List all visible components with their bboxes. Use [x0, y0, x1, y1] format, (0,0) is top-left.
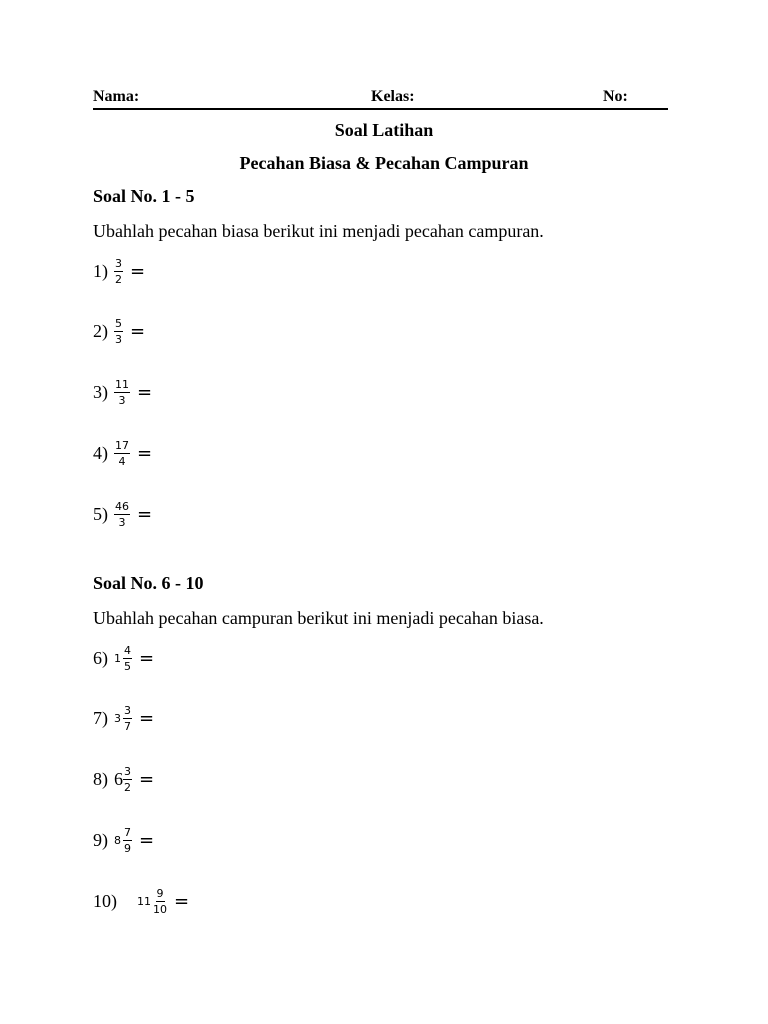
- denominator: 4: [118, 454, 126, 468]
- equals-sign: =: [130, 260, 146, 282]
- denominator: 3: [118, 515, 126, 529]
- denominator: 3: [115, 332, 122, 346]
- equals-sign: =: [139, 829, 155, 851]
- section-2-heading: Soal No. 6 - 10: [93, 573, 204, 593]
- question-10: [93, 884, 189, 918]
- numerator: 7: [124, 825, 131, 839]
- denominator: 5: [124, 659, 131, 673]
- page-subtitle: Pecahan Biasa & Pecahan Campuran: [239, 153, 529, 173]
- section-1-heading: Soal No. 1 - 5: [93, 186, 195, 206]
- equals-sign: =: [130, 320, 146, 342]
- section-1-instruction: Ubahlah pecahan biasa berikut ini menjadi pecahan campuran.: [93, 221, 544, 241]
- question-8: [93, 762, 154, 796]
- numerator: 3: [115, 256, 122, 270]
- question-number: 7): [93, 707, 108, 728]
- fraction: [123, 644, 132, 673]
- numerator: 9: [156, 886, 164, 900]
- equals-sign: =: [139, 707, 155, 729]
- denominator: 7: [124, 719, 131, 733]
- equals-sign: =: [139, 768, 155, 790]
- question-number: 9): [93, 829, 108, 850]
- numerator: 11: [115, 377, 129, 391]
- whole-number: 8: [114, 833, 121, 847]
- question-number: 10): [93, 890, 117, 911]
- question-number: 2): [93, 320, 108, 341]
- question-number: 6): [93, 647, 108, 668]
- fraction: [123, 826, 132, 855]
- question-2: [93, 314, 145, 348]
- denominator: 10: [153, 902, 167, 916]
- student-info-header: [93, 86, 668, 110]
- denominator: 2: [124, 780, 131, 794]
- question-4: [93, 436, 152, 470]
- fraction: [123, 765, 132, 794]
- whole-number: 1: [114, 651, 121, 665]
- equals-sign: =: [137, 381, 153, 403]
- equals-sign: =: [137, 503, 153, 525]
- equals-sign: =: [137, 442, 153, 464]
- equals-sign: =: [174, 890, 190, 912]
- denominator: 2: [115, 272, 122, 286]
- question-6: [93, 641, 154, 675]
- question-5: [93, 497, 152, 531]
- question-3: [93, 375, 152, 409]
- numerator: 5: [115, 316, 122, 330]
- numerator: 46: [115, 499, 129, 513]
- fraction: [123, 704, 132, 733]
- fraction: [114, 257, 123, 286]
- whole-number: 6: [114, 768, 123, 789]
- equals-sign: =: [139, 647, 155, 669]
- question-9: [93, 823, 154, 857]
- whole-number: 3: [114, 711, 121, 725]
- section-2-instruction: Ubahlah pecahan campuran berikut ini menjadi pecahan biasa.: [93, 608, 544, 628]
- numerator: 3: [124, 703, 131, 717]
- question-number: 3): [93, 381, 108, 402]
- whole-number: 11: [137, 894, 151, 908]
- fraction: [114, 317, 123, 346]
- page-title: Soal Latihan: [334, 120, 434, 140]
- numerator: 17: [115, 438, 129, 452]
- question-1: [93, 254, 145, 288]
- fraction: [114, 378, 130, 407]
- question-number: 8): [93, 768, 108, 789]
- denominator: 3: [118, 393, 126, 407]
- question-number: 4): [93, 442, 108, 463]
- numerator: 3: [124, 764, 131, 778]
- question-number: 5): [93, 503, 108, 524]
- denominator: 9: [124, 841, 131, 855]
- fraction: [153, 887, 167, 916]
- fraction: [114, 500, 130, 529]
- numerator: 4: [124, 643, 131, 657]
- name-label: Nama:: [93, 88, 140, 105]
- class-label: Kelas:: [371, 88, 415, 105]
- number-label: No:: [603, 88, 628, 105]
- question-7: [93, 701, 154, 735]
- fraction: [114, 439, 130, 468]
- question-number: 1): [93, 260, 108, 281]
